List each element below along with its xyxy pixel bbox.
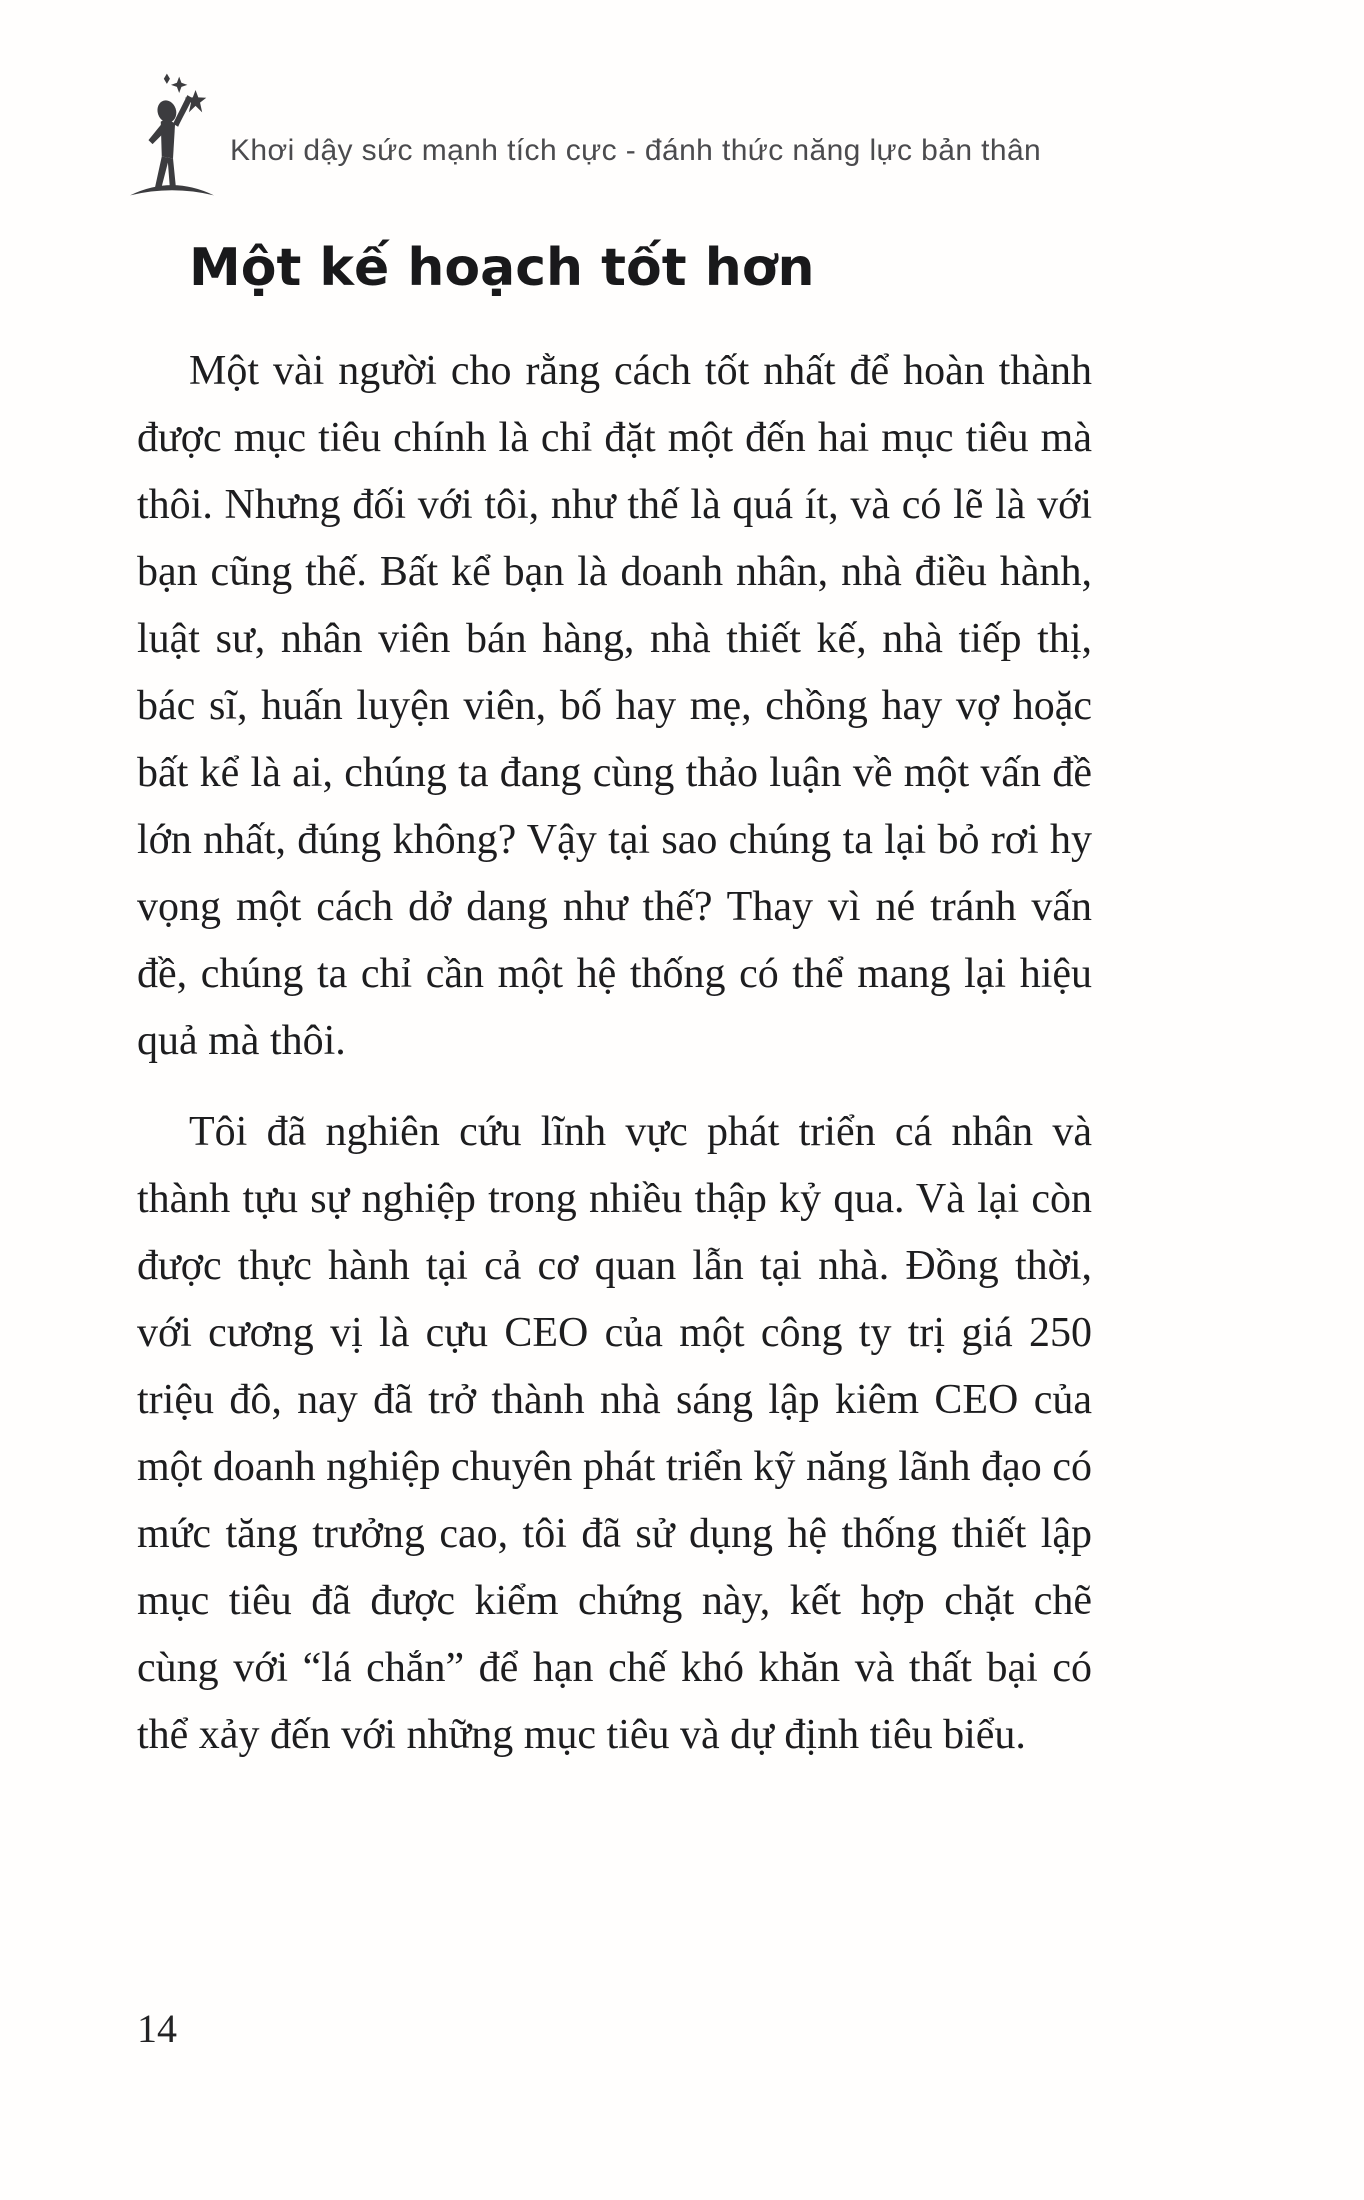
body-paragraph-2: Tôi đã nghiên cứu lĩnh vực phát triển cá nhân và thành tựu sự nghiệp trong nhiều thập kỷ qua. Và lại còn được thực hành tại cả cơ quan lẫn tại nhà. Đồng thời, với cương vị là cựu CEO của một công ty trị giá 250 triệu đô, nay đã trở thành nhà sáng lập kiêm CEO của một doanh nghiệp chuyên phát triển kỹ năng lãnh đạo có mức tăng trưởng cao, tôi đã sử dụng hệ thống thiết lập mục tiêu đã được kiểm chứng này, kết hợp chặt chẽ cùng với “lá chắn” để hạn chế khó khăn và thất bại có thể xảy đến với những mục tiêu và dự định tiêu biểu.	[137, 1109, 1092, 1758]
page-header	[128, 70, 1041, 202]
person-reaching-stars-icon	[128, 70, 216, 202]
body-paragraph-1: Một vài người cho rằng cách tốt nhất để hoàn thành được mục tiêu chính là chỉ đặt một đến hai mục tiêu mà thôi. Nhưng đối với tôi, như thế là quá ít, và có lẽ là với bạn cũng thế. Bất kể bạn là doanh nhân, nhà điều hành, luật sư, nhân viên bán hàng, nhà thiết kế, nhà tiếp thị, bác sĩ, huấn luyện viên, bố hay mẹ, chồng hay vợ hoặc bất kể là ai, chúng ta đang cùng thảo luận về một vấn đề lớn nhất, đúng không? Vậy tại sao chúng ta lại bỏ rơi hy vọng một cách dở dang như thế? Thay vì né tránh vấn đề, chúng ta chỉ cần một hệ thống có thể mang lại hiệu quả mà thôi.	[137, 348, 1092, 1064]
section-heading: Một kế hoạch tốt hơn	[189, 238, 815, 298]
running-head-title: Khơi dậy sức mạnh tích cực - đánh thức năng lực bản thân	[230, 134, 1042, 167]
page-content	[137, 238, 1092, 1769]
page-number: 14	[137, 2006, 177, 2051]
